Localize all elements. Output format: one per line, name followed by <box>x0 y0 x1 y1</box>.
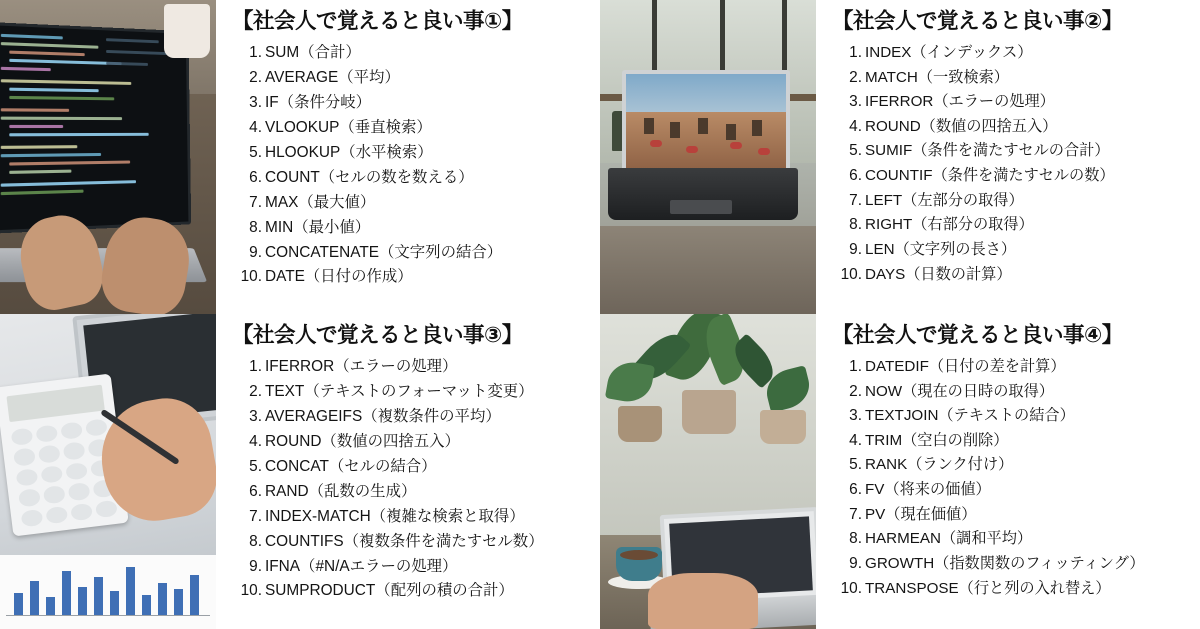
list-item: IFERROR（エラーの処理） <box>865 93 1055 111</box>
list-item: HLOOKUP（水平検索） <box>265 143 433 161</box>
list-item: HARMEAN（調和平均） <box>865 530 1033 548</box>
screen-wallpaper-image <box>626 74 786 174</box>
photo-desk-surface <box>600 226 816 314</box>
panel-4-function-list <box>830 355 1190 601</box>
list-item: FV（将来の価値） <box>865 481 991 498</box>
hands-typing <box>648 573 758 629</box>
photo-bright-room-laptop <box>600 0 816 314</box>
panel-3-content <box>216 314 600 629</box>
panel-4 <box>600 314 1200 629</box>
list-item: MIN（最小値） <box>265 218 371 236</box>
panel-1-title: 【社会人で覚えると良い事①】 <box>232 9 523 33</box>
list-item: MAX（最大値） <box>265 193 376 211</box>
calculator-display <box>6 385 104 423</box>
list-item: MATCH（一致検索） <box>865 68 1009 86</box>
list-item: SUMPRODUCT（配列の積の合計） <box>265 582 514 600</box>
laptop-screen-code <box>0 22 191 234</box>
laptop-trackpad <box>670 200 732 214</box>
photo-calculator-charts <box>0 314 216 629</box>
list-item: LEFT（左部分の取得） <box>865 191 1024 209</box>
photo-dark-laptop-code <box>0 0 216 314</box>
list-item: AVERAGE（平均） <box>265 68 400 86</box>
list-item: NOW（現在の日時の取得） <box>865 382 1054 400</box>
list-item: COUNT（セルの数を数える） <box>265 168 474 186</box>
list-item: GROWTH（指数関数のフィッティング） <box>865 554 1145 572</box>
list-item: SUMIF（条件を満たすセルの合計） <box>865 142 1110 160</box>
list-item: IFNA（#N/Aエラーの処理） <box>265 557 458 575</box>
photo-plants-coffee-laptop <box>600 314 816 629</box>
list-item: TEXTJOIN（テキストの結合） <box>865 407 1075 425</box>
panel-2-function-list <box>830 41 1190 287</box>
list-item: COUNTIFS（複数条件を満たすセル数） <box>265 532 544 550</box>
panel-2-title: 【社会人で覚えると良い事②】 <box>832 9 1123 33</box>
panel-1-function-list <box>230 41 590 291</box>
panel-3-function-list <box>230 355 590 605</box>
list-item: IF（条件分岐） <box>265 93 372 111</box>
coffee-cup <box>616 547 662 581</box>
list-item: IFERROR（エラーの処理） <box>265 357 458 375</box>
list-item: TRANSPOSE（行と列の入れ替え） <box>865 579 1111 597</box>
panel-4-title: 【社会人で覚えると良い事④】 <box>832 323 1123 347</box>
panel-3-title: 【社会人で覚えると良い事③】 <box>232 323 523 347</box>
list-item: PV（現在価値） <box>865 505 977 523</box>
list-item: DAYS（日数の計算） <box>865 265 1012 283</box>
list-item: DATEDIF（日付の差を計算） <box>865 357 1066 375</box>
list-item: TEXT（テキストのフォーマット変更） <box>265 382 534 400</box>
calculator-keys <box>11 418 118 527</box>
list-item: ROUND（数値の四捨五入） <box>265 432 460 450</box>
printed-bar-chart <box>0 555 216 629</box>
list-item: TRIM（空白の削除） <box>865 431 1009 449</box>
list-item: RIGHT（右部分の取得） <box>865 216 1034 234</box>
panel-4-content <box>816 314 1200 629</box>
laptop-screen-photo <box>622 70 790 178</box>
list-item: CONCAT（セルの結合） <box>265 457 437 475</box>
list-item: COUNTIF（条件を満たすセルの数） <box>865 167 1115 184</box>
list-item: INDEX（インデックス） <box>865 43 1033 61</box>
panel-2 <box>600 0 1200 314</box>
list-item: VLOOKUP（垂直検索） <box>265 118 432 136</box>
coffee-mug <box>164 4 210 58</box>
panel-3 <box>0 314 600 629</box>
panel-1 <box>0 0 600 314</box>
panel-2-content <box>816 0 1200 314</box>
plant-pot <box>760 410 806 444</box>
panel-1-content <box>216 0 600 314</box>
list-item: INDEX-MATCH（複雑な検索と取得） <box>265 507 525 525</box>
list-item: ROUND（数値の四捨五入） <box>865 117 1058 135</box>
list-item: CONCATENATE（文字列の結合） <box>265 243 503 261</box>
list-item: SUM（合計） <box>265 43 361 61</box>
list-item: RANK（ランク付け） <box>865 456 1014 474</box>
plant-pot <box>618 406 662 442</box>
plant-pot <box>682 390 736 434</box>
list-item: AVERAGEIFS（複数条件の平均） <box>265 407 501 425</box>
list-item: LEN（文字列の長さ） <box>865 240 1017 258</box>
list-item: DATE（日付の作成） <box>265 268 413 286</box>
list-item: RAND（乱数の生成） <box>265 482 417 500</box>
